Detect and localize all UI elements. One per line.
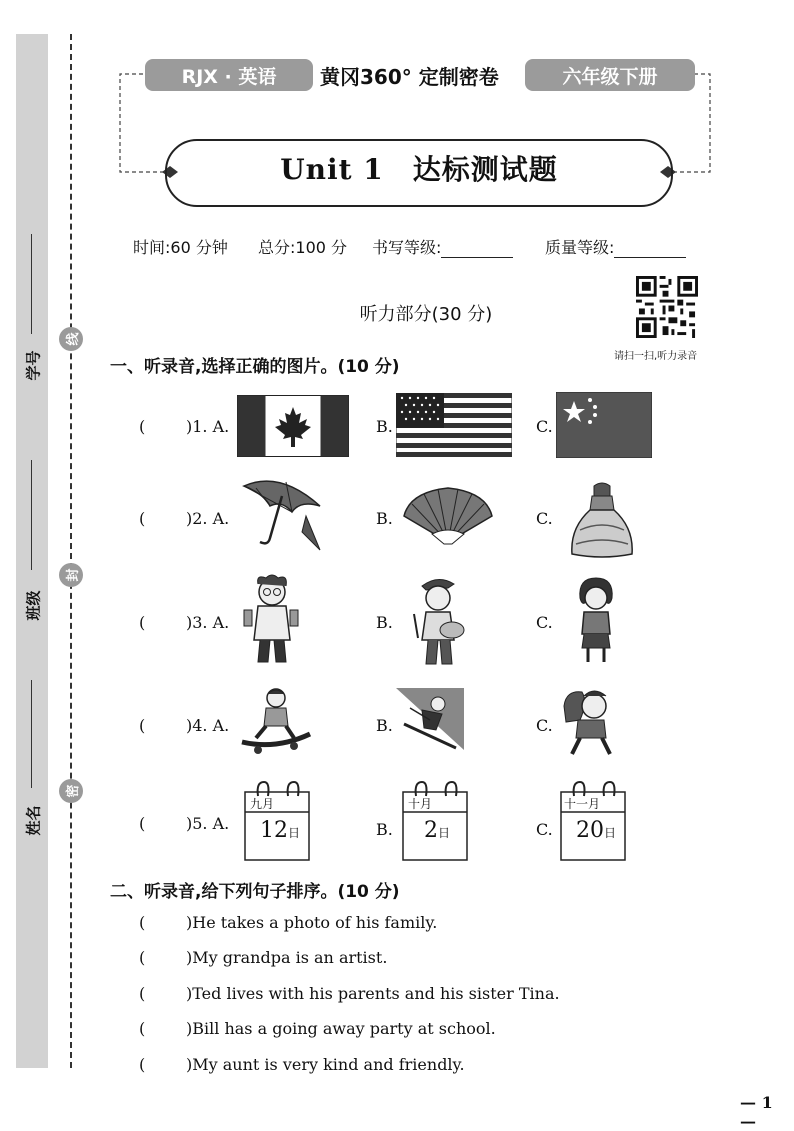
cut-line (70, 34, 72, 1068)
dress-icon[interactable] (566, 480, 638, 560)
question-2-number: )2. A. (186, 509, 230, 528)
scientist-icon[interactable] (238, 574, 304, 668)
umbrella-icon[interactable] (240, 476, 326, 556)
writing-grade (372, 235, 513, 258)
calendar-october[interactable] (402, 780, 468, 866)
fan-icon[interactable] (400, 486, 496, 548)
calendar-day-number: 2 (424, 818, 438, 843)
sentence-item: )Bill has a going away party at school. (186, 1019, 496, 1038)
calendar-day-unit: 日 (438, 826, 451, 840)
calendar-day (260, 818, 300, 843)
calendar-month: 九月 (250, 797, 275, 811)
option-b-label: B. (376, 716, 393, 735)
option-c-label: C. (536, 820, 553, 839)
skateboarder-icon[interactable] (238, 686, 314, 758)
option-c-label: C. (536, 613, 553, 632)
option-b-label: B. (376, 820, 393, 839)
time-info: 时间:60 分钟 (133, 238, 228, 257)
answer-paren[interactable]: ( (139, 984, 146, 1003)
answer-paren[interactable]: ( (139, 613, 146, 632)
canada-flag-icon[interactable] (237, 395, 349, 457)
subject-badge: RJX · 英语 (145, 59, 313, 91)
sentence-item: )My aunt is very kind and friendly. (186, 1055, 465, 1074)
calendar-day-number: 20 (576, 818, 604, 843)
student-id-line[interactable] (31, 234, 32, 334)
girl-student-icon[interactable] (570, 576, 622, 666)
sentence-item: )He takes a photo of his family. (186, 913, 438, 932)
answer-paren[interactable]: ( (139, 913, 146, 932)
answer-paren[interactable]: ( (139, 1019, 146, 1038)
question-4-number: )4. A. (186, 716, 230, 735)
answer-paren[interactable]: ( (139, 948, 146, 967)
hiker-icon[interactable] (556, 686, 620, 758)
sentence-item: )Ted lives with his parents and his sister Tina. (186, 984, 560, 1003)
class-label: 班级 (24, 590, 43, 621)
section-2-title: 二、听录音,给下列句子排序。(10 分) (110, 882, 400, 902)
china-flag-icon[interactable] (556, 392, 652, 458)
quality-grade-label: 质量等级: (545, 238, 615, 257)
option-b-label: B. (376, 417, 393, 436)
calendar-day-unit: 日 (604, 826, 617, 840)
option-c-label: C. (536, 417, 553, 436)
calendar-day (576, 818, 616, 843)
series-name: 黄冈360° 定制密卷 (320, 65, 499, 89)
option-c-label: C. (536, 509, 553, 528)
calendar-day-unit: 日 (288, 826, 301, 840)
quality-grade-blank[interactable] (614, 243, 686, 258)
seal-line-mark: 线 (59, 327, 83, 351)
listening-part-heading: 听力部分(30 分) (359, 304, 493, 325)
name-line[interactable] (31, 680, 32, 788)
answer-paren[interactable]: ( (139, 417, 146, 436)
binding-margin-strip (16, 34, 48, 1068)
question-5-number: )5. A. (186, 814, 230, 833)
answer-paren[interactable]: ( (139, 814, 146, 833)
quality-grade (545, 235, 686, 258)
seal-seal-mark: 封 (59, 563, 83, 587)
answer-paren[interactable]: ( (139, 1055, 146, 1074)
name-label: 姓名 (24, 805, 43, 836)
writing-grade-blank[interactable] (441, 243, 513, 258)
question-1-number: )1. A. (186, 417, 230, 436)
usa-flag-icon[interactable] (396, 393, 512, 457)
section-1-title: 一、听录音,选择正确的图片。(10 分) (110, 357, 400, 377)
total-score-info: 总分:100 分 (258, 238, 348, 257)
answer-paren[interactable]: ( (139, 716, 146, 735)
painter-icon[interactable] (408, 574, 468, 668)
sentence-item: )My grandpa is an artist. (186, 948, 388, 967)
calendar-month: 十一月 (564, 797, 601, 811)
calendar-day-number: 12 (260, 818, 288, 843)
calendar-september[interactable] (244, 780, 310, 866)
question-3-number: )3. A. (186, 613, 230, 632)
skier-icon[interactable] (396, 688, 464, 750)
calendar-november[interactable] (560, 780, 626, 866)
option-b-label: B. (376, 613, 393, 632)
page-number: — 1 — (740, 1093, 773, 1131)
qr-code-icon[interactable] (636, 276, 698, 338)
option-b-label: B. (376, 509, 393, 528)
student-id-label: 学号 (24, 350, 43, 381)
calendar-day (424, 818, 450, 843)
page-title: Unit 1 达标测试题 (280, 153, 558, 186)
writing-grade-label: 书写等级: (372, 238, 442, 257)
qr-caption: 请扫一扫,听力录音 (614, 351, 698, 362)
grade-badge: 六年级下册 (525, 59, 695, 91)
class-line[interactable] (31, 460, 32, 570)
answer-paren[interactable]: ( (139, 509, 146, 528)
calendar-month: 十月 (408, 797, 433, 811)
option-c-label: C. (536, 716, 553, 735)
seal-secret-mark: 密 (59, 779, 83, 803)
